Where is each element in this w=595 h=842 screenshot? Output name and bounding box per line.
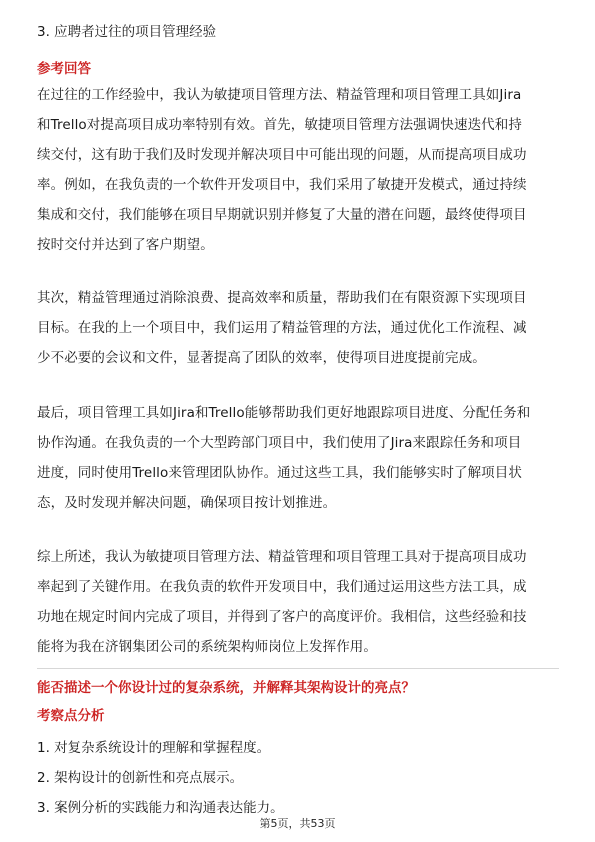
analysis-label: 考察点分析 (37, 708, 105, 724)
next-question-heading: 能否描述一个你设计过的复杂系统，并解释其架构设计的亮点？ (37, 680, 415, 696)
paragraph-line: 功地在规定时间内完成了项目，并得到了客户的高度评价。我相信，这些经验和技 (37, 609, 527, 625)
paragraph-line: 目标。在我的上一个项目中，我们运用了精益管理的方法，通过优化工作流程、减 (37, 320, 527, 336)
analysis-point: 1. 对复杂系统设计的理解和掌握程度。 (37, 740, 271, 756)
section-divider (37, 668, 559, 669)
answer-paragraph-4 (37, 542, 562, 662)
paragraph-line: 能将为我在济钢集团公司的系统架构师岗位上发挥作用。 (37, 639, 377, 655)
paragraph-line: 在过往的工作经验中，我认为敏捷项目管理方法、精益管理和项目管理工具如Jira (37, 87, 522, 103)
paragraph-line: 最后，项目管理工具如Jira和Trello能够帮助我们更好地跟踪项目进度、分配任务和 (37, 405, 531, 421)
paragraph-line: 率。例如，在我负责的一个软件开发项目中，我们采用了敏捷开发模式，通过持续 (37, 177, 527, 193)
page-number-footer: 第5页，共53页 (259, 817, 336, 830)
paragraph-line: 按时交付并达到了客户期望。 (37, 237, 214, 253)
analysis-points-list (37, 733, 284, 823)
paragraph-line: 进度，同时使用Trello来管理团队协作。通过这些工具，我们能够实时了解项目状 (37, 465, 522, 481)
answer-label: 参考回答 (37, 61, 91, 77)
answer-paragraph-2 (37, 283, 562, 373)
paragraph-line: 和Trello对提高项目成功率特别有效。首先，敏捷项目管理方法强调快速迭代和持 (37, 117, 522, 133)
paragraph-line: 态，及时发现并解决问题，确保项目按计划推进。 (37, 495, 337, 511)
analysis-point: 2. 架构设计的创新性和亮点展示。 (37, 770, 244, 786)
answer-paragraph-3 (37, 398, 562, 518)
paragraph-line: 率起到了关键作用。在我负责的软件开发项目中，我们通过运用这些方法工具，成 (37, 579, 527, 595)
paragraph-line: 其次，精益管理通过消除浪费、提高效率和质量，帮助我们在有限资源下实现项目 (37, 290, 527, 306)
answer-paragraph-1 (37, 80, 562, 260)
paragraph-line: 综上所述，我认为敏捷项目管理方法、精益管理和项目管理工具对于提高项目成功 (37, 549, 527, 565)
paragraph-line: 集成和交付，我们能够在项目早期就识别并修复了大量的潜在问题，最终使得项目 (37, 207, 527, 223)
paragraph-line: 续交付，这有助于我们及时发现并解决项目中可能出现的问题，从而提高项目成功 (37, 147, 527, 163)
paragraph-line: 协作沟通。在我负责的一个大型跨部门项目中，我们使用了Jira来跟踪任务和项目 (37, 435, 522, 451)
question-heading: 3. 应聘者过往的项目管理经验 (37, 24, 217, 40)
paragraph-line: 少不必要的会议和文件，显著提高了团队的效率，使得项目进度提前完成。 (37, 350, 486, 366)
analysis-point: 3. 案例分析的实践能力和沟通表达能力。 (37, 800, 284, 816)
